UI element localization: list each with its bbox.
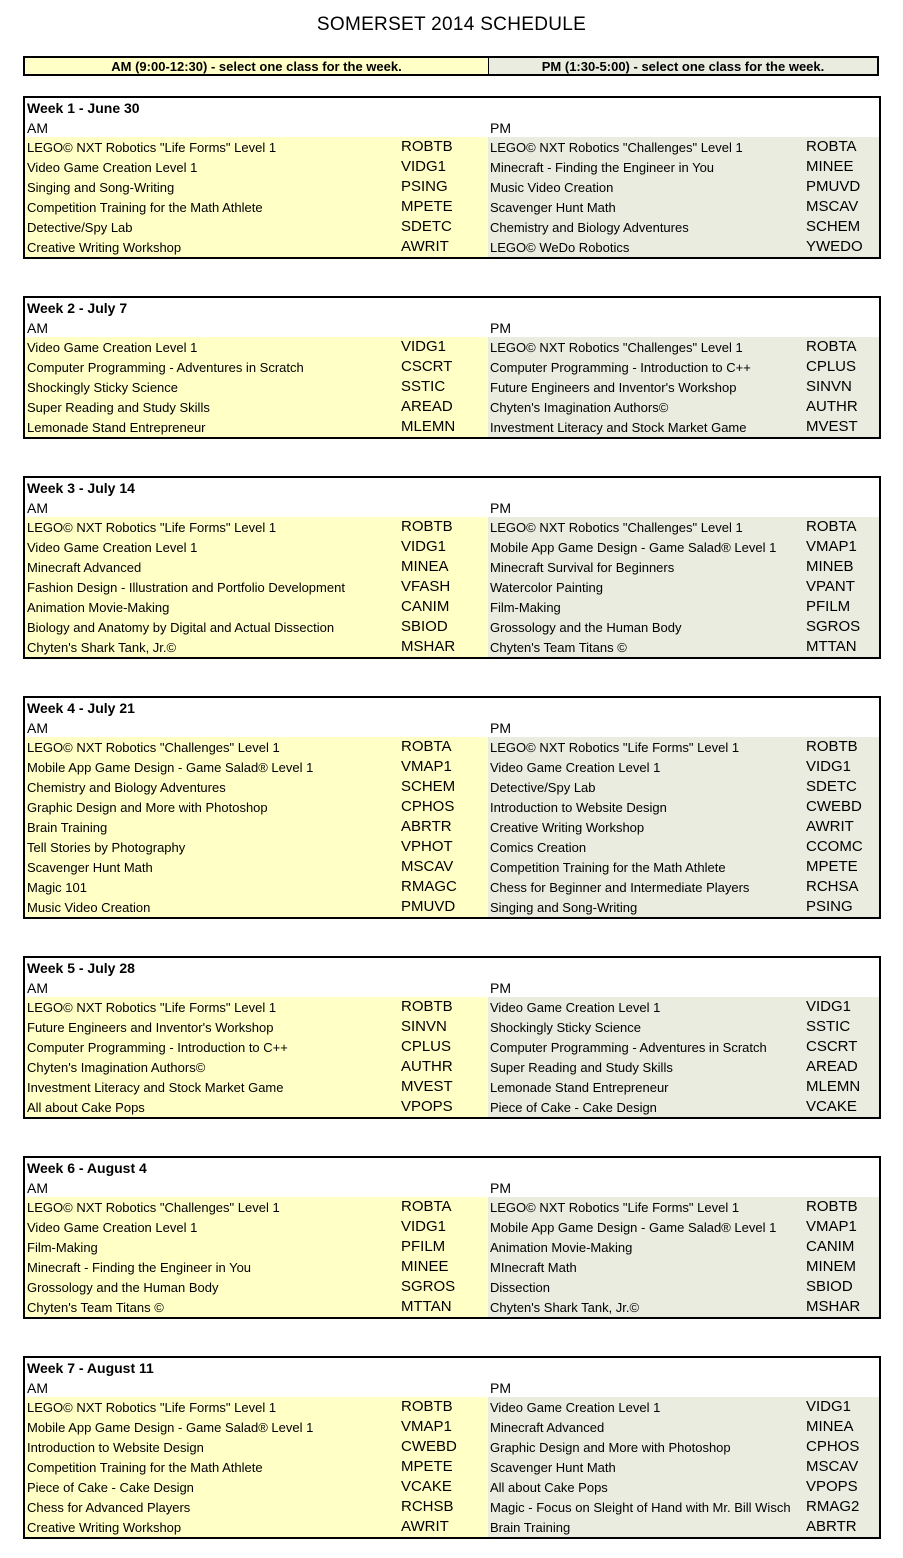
pm-class-code: RMAG2 [806, 1498, 860, 1515]
am-class-name: LEGO© NXT Robotics "Life Forms" Level 1 [27, 1400, 277, 1415]
pm-class-name: Chyten's Team Titans © [490, 640, 627, 655]
am-label: AM [27, 1380, 48, 1396]
am-class-code: CWEBD [401, 1438, 457, 1455]
pm-class-code: VMAP1 [806, 538, 857, 555]
week-title: Week 5 - July 28 [27, 960, 135, 976]
week-block [23, 296, 881, 439]
class-row [25, 397, 879, 417]
class-row [25, 617, 879, 637]
pm-class-code: MINEA [806, 1418, 854, 1435]
week-block [23, 476, 881, 659]
pm-class-code: CPHOS [806, 1438, 860, 1455]
pm-class-name: Chemistry and Biology Adventures [490, 220, 689, 235]
pm-class-code: ROBTA [806, 338, 857, 355]
pm-class-name: Computer Programming - Introduction to C++ [490, 360, 751, 375]
class-row [25, 1197, 879, 1217]
pm-class-name: Singing and Song-Writing [490, 900, 638, 915]
pm-class-code: CPLUS [806, 358, 857, 375]
am-class-code: SINVN [401, 1018, 447, 1035]
pm-class-code: CWEBD [806, 798, 862, 815]
am-class-name: Scavenger Hunt Math [27, 860, 153, 875]
class-row [25, 377, 879, 397]
class-row [25, 577, 879, 597]
pm-class-code: AWRIT [806, 818, 854, 835]
am-class-code: SSTIC [401, 378, 446, 395]
am-class-name: Fashion Design - Illustration and Portfolio Development [27, 580, 345, 595]
am-label: AM [27, 320, 48, 336]
pm-class-name: Mobile App Game Design - Game Salad® Level 1 [490, 1220, 777, 1235]
class-row [25, 777, 879, 797]
pm-class-code: VCAKE [806, 1098, 857, 1115]
pm-class-name: Chyten's Shark Tank, Jr.© [490, 1300, 640, 1315]
am-class-name: Lemonade Stand Entrepreneur [27, 420, 206, 435]
class-row [25, 737, 879, 757]
am-class-name: Video Game Creation Level 1 [27, 340, 198, 355]
class-row [25, 877, 879, 897]
am-class-name: LEGO© NXT Robotics "Life Forms" Level 1 [27, 520, 277, 535]
am-class-name: LEGO© NXT Robotics "Challenges" Level 1 [27, 740, 280, 755]
class-row [25, 897, 879, 917]
class-row [25, 997, 879, 1017]
class-row [25, 1277, 879, 1297]
am-class-name: LEGO© NXT Robotics "Challenges" Level 1 [27, 1200, 280, 1215]
am-class-code: VIDG1 [401, 538, 447, 555]
pm-class-name: Shockingly Sticky Science [490, 1020, 642, 1035]
am-class-name: Investment Literacy and Stock Market Game [27, 1080, 284, 1095]
class-row [25, 337, 879, 357]
pm-class-code: YWEDO [806, 238, 863, 255]
class-row [25, 517, 879, 537]
pm-class-code: SCHEM [806, 218, 861, 235]
am-class-name: LEGO© NXT Robotics "Life Forms" Level 1 [27, 140, 277, 155]
am-class-code: ROBTB [401, 998, 453, 1015]
class-row [25, 597, 879, 617]
pm-class-code: VIDG1 [806, 998, 852, 1015]
am-class-name: Film-Making [27, 1240, 98, 1255]
class-row [25, 417, 879, 437]
session-labels [25, 317, 879, 337]
am-class-code: VCAKE [401, 1478, 452, 1495]
week-block [23, 956, 881, 1119]
am-class-code: VIDG1 [401, 338, 447, 355]
pm-label: PM [490, 1380, 511, 1396]
am-class-code: AWRIT [401, 238, 449, 255]
pm-class-name: Film-Making [490, 600, 561, 615]
pm-class-name: Grossology and the Human Body [490, 620, 682, 635]
session-header [23, 56, 879, 76]
am-class-name: Chess for Advanced Players [27, 1500, 191, 1515]
pm-class-code: MSHAR [806, 1298, 861, 1315]
pm-label: PM [490, 120, 511, 136]
class-row [25, 1237, 879, 1257]
am-class-code: VIDG1 [401, 158, 447, 175]
pm-class-code: VPANT [806, 578, 855, 595]
am-class-name: Mobile App Game Design - Game Salad® Level 1 [27, 760, 314, 775]
am-class-name: Computer Programming - Adventures in Scratch [27, 360, 304, 375]
class-row [25, 1297, 879, 1317]
pm-class-name: Computer Programming - Adventures in Scratch [490, 1040, 767, 1055]
class-row [25, 1497, 879, 1517]
am-class-code: MINEE [401, 1258, 449, 1275]
pm-class-code: ROBTB [806, 1198, 858, 1215]
class-row [25, 557, 879, 577]
am-class-code: ROBTB [401, 518, 453, 535]
pm-class-name: Investment Literacy and Stock Market Game [490, 420, 747, 435]
pm-class-name: Video Game Creation Level 1 [490, 760, 661, 775]
pm-class-name: Chess for Beginner and Intermediate Players [490, 880, 750, 895]
am-class-name: Grossology and the Human Body [27, 1280, 219, 1295]
am-class-name: Chemistry and Biology Adventures [27, 780, 226, 795]
am-class-code: MSCAV [401, 858, 454, 875]
pm-class-code: AUTHR [806, 398, 858, 415]
pm-class-code: VIDG1 [806, 758, 852, 775]
am-class-name: LEGO© NXT Robotics "Life Forms" Level 1 [27, 1000, 277, 1015]
class-row [25, 1217, 879, 1237]
pm-class-name: Detective/Spy Lab [490, 780, 596, 795]
am-class-name: Minecraft - Finding the Engineer in You [27, 1260, 252, 1275]
class-row [25, 237, 879, 257]
am-label: AM [27, 120, 48, 136]
class-row [25, 1257, 879, 1277]
pm-label: PM [490, 980, 511, 996]
pm-label: PM [490, 500, 511, 516]
am-class-code: CPHOS [401, 798, 455, 815]
am-class-name: Graphic Design and More with Photoshop [27, 800, 268, 815]
class-row [25, 1057, 879, 1077]
am-class-name: Minecraft Advanced [27, 560, 142, 575]
am-class-name: Computer Programming - Introduction to C++ [27, 1040, 288, 1055]
am-class-code: PMUVD [401, 898, 456, 915]
am-label: AM [27, 500, 48, 516]
week-block [23, 1156, 881, 1319]
am-class-code: PFILM [401, 1238, 446, 1255]
am-class-code: VFASH [401, 578, 451, 595]
am-class-name: Tell Stories by Photography [27, 840, 186, 855]
am-class-code: SDETC [401, 218, 452, 235]
am-class-code: VPOPS [401, 1098, 453, 1115]
pm-class-code: MINEB [806, 558, 854, 575]
pm-class-name: Lemonade Stand Entrepreneur [490, 1080, 669, 1095]
am-class-name: Video Game Creation Level 1 [27, 540, 198, 555]
am-class-name: Singing and Song-Writing [27, 180, 175, 195]
week-title: Week 6 - August 4 [27, 1160, 147, 1176]
pm-session-header: PM (1:30-5:00) - select one class for the week. [489, 58, 877, 74]
pm-class-code: ROBTA [806, 138, 857, 155]
am-class-name: Chyten's Shark Tank, Jr.© [27, 640, 177, 655]
pm-class-code: PSING [806, 898, 853, 915]
class-row [25, 157, 879, 177]
week-block [23, 96, 881, 259]
pm-class-name: Creative Writing Workshop [490, 820, 645, 835]
am-class-name: Chyten's Team Titans © [27, 1300, 164, 1315]
session-labels [25, 1377, 879, 1397]
pm-class-name: Watercolor Painting [490, 580, 603, 595]
am-class-name: Magic 101 [27, 880, 87, 895]
pm-class-code: MLEMN [806, 1078, 861, 1095]
am-class-name: Chyten's Imagination Authors© [27, 1060, 206, 1075]
week-title: Week 4 - July 21 [27, 700, 135, 716]
am-class-name: Super Reading and Study Skills [27, 400, 210, 415]
am-class-code: CSCRT [401, 358, 453, 375]
pm-class-code: CANIM [806, 1238, 855, 1255]
am-class-code: ROBTB [401, 1398, 453, 1415]
pm-class-name: Music Video Creation [490, 180, 614, 195]
am-class-code: MINEA [401, 558, 449, 575]
class-row [25, 1397, 879, 1417]
pm-class-name: Brain Training [490, 1520, 571, 1535]
pm-class-name: MInecraft Math [490, 1260, 577, 1275]
pm-class-name: LEGO© NXT Robotics "Challenges" Level 1 [490, 340, 743, 355]
am-class-code: MTTAN [401, 1298, 452, 1315]
am-class-code: ROBTA [401, 738, 452, 755]
pm-class-name: Scavenger Hunt Math [490, 200, 616, 215]
am-label: AM [27, 720, 48, 736]
am-class-name: Piece of Cake - Cake Design [27, 1480, 194, 1495]
pm-class-name: LEGO© WeDo Robotics [490, 240, 630, 255]
am-class-code: AREAD [401, 398, 453, 415]
pm-class-name: Animation Movie-Making [490, 1240, 633, 1255]
pm-class-name: LEGO© NXT Robotics "Life Forms" Level 1 [490, 1200, 740, 1215]
pm-class-name: Future Engineers and Inventor's Workshop [490, 380, 737, 395]
am-class-name: Introduction to Website Design [27, 1440, 204, 1455]
session-labels [25, 1177, 879, 1197]
am-class-name: Mobile App Game Design - Game Salad® Level 1 [27, 1420, 314, 1435]
session-labels [25, 977, 879, 997]
pm-class-code: CCOMC [806, 838, 863, 855]
am-class-code: SBIOD [401, 618, 448, 635]
class-row [25, 1097, 879, 1117]
week-block [23, 696, 881, 919]
pm-class-name: Minecraft - Finding the Engineer in You [490, 160, 715, 175]
am-class-code: PSING [401, 178, 448, 195]
class-row [25, 637, 879, 657]
class-row [25, 817, 879, 837]
am-class-name: Biology and Anatomy by Digital and Actual Dissection [27, 620, 335, 635]
pm-class-name: Comics Creation [490, 840, 587, 855]
am-class-code: MLEMN [401, 418, 456, 435]
pm-class-code: PFILM [806, 598, 851, 615]
week-block [23, 1356, 881, 1539]
pm-class-name: Competition Training for the Math Athlete [490, 860, 726, 875]
pm-class-code: SGROS [806, 618, 861, 635]
am-class-code: RMAGC [401, 878, 457, 895]
pm-class-code: ABRTR [806, 1518, 857, 1535]
class-row [25, 1017, 879, 1037]
pm-class-code: SDETC [806, 778, 857, 795]
am-class-code: CPLUS [401, 1038, 452, 1055]
pm-class-code: VPOPS [806, 1478, 858, 1495]
pm-class-name: Mobile App Game Design - Game Salad® Level 1 [490, 540, 777, 555]
pm-class-code: VMAP1 [806, 1218, 857, 1235]
am-class-name: All about Cake Pops [27, 1100, 145, 1115]
pm-class-name: Dissection [490, 1280, 550, 1295]
pm-class-name: Minecraft Survival for Beginners [490, 560, 675, 575]
class-row [25, 837, 879, 857]
am-class-code: SCHEM [401, 778, 456, 795]
am-class-code: VIDG1 [401, 1218, 447, 1235]
page-title: SOMERSET 2014 SCHEDULE [316, 14, 587, 35]
am-class-name: Animation Movie-Making [27, 600, 170, 615]
am-class-name: Future Engineers and Inventor's Workshop [27, 1020, 274, 1035]
am-class-code: SGROS [401, 1278, 456, 1295]
class-row [25, 1037, 879, 1057]
pm-class-code: MINEE [806, 158, 854, 175]
am-class-code: ROBTA [401, 1198, 452, 1215]
session-labels [25, 497, 879, 517]
am-session-header: AM (9:00-12:30) - select one class for the week. [25, 58, 489, 74]
am-class-code: MVEST [401, 1078, 453, 1095]
pm-class-code: ROBTB [806, 738, 858, 755]
class-row [25, 537, 879, 557]
am-class-name: Competition Training for the Math Athlete [27, 200, 263, 215]
am-class-code: AUTHR [401, 1058, 453, 1075]
pm-label: PM [490, 720, 511, 736]
am-class-code: VMAP1 [401, 1418, 452, 1435]
am-class-name: Shockingly Sticky Science [27, 380, 179, 395]
class-row [25, 1517, 879, 1537]
pm-class-name: Minecraft Advanced [490, 1420, 605, 1435]
pm-class-name: LEGO© NXT Robotics "Challenges" Level 1 [490, 140, 743, 155]
class-row [25, 357, 879, 377]
session-labels [25, 117, 879, 137]
pm-class-name: LEGO© NXT Robotics "Challenges" Level 1 [490, 520, 743, 535]
week-title: Week 7 - August 11 [27, 1360, 154, 1376]
pm-class-name: Scavenger Hunt Math [490, 1460, 616, 1475]
class-row [25, 757, 879, 777]
am-class-name: Competition Training for the Math Athlete [27, 1460, 263, 1475]
am-class-name: Creative Writing Workshop [27, 240, 182, 255]
am-class-name: Video Game Creation Level 1 [27, 1220, 198, 1235]
week-title: Week 1 - June 30 [27, 100, 140, 116]
pm-class-code: MSCAV [806, 198, 859, 215]
am-class-name: Brain Training [27, 820, 108, 835]
am-label: AM [27, 980, 48, 996]
am-class-code: CANIM [401, 598, 450, 615]
pm-class-code: RCHSA [806, 878, 859, 895]
pm-class-name: Video Game Creation Level 1 [490, 1000, 661, 1015]
pm-label: PM [490, 320, 511, 336]
class-row [25, 197, 879, 217]
am-class-code: MPETE [401, 1458, 453, 1475]
class-row [25, 1477, 879, 1497]
class-row [25, 137, 879, 157]
class-row [25, 1437, 879, 1457]
am-class-code: AWRIT [401, 1518, 449, 1535]
pm-class-code: SINVN [806, 378, 852, 395]
am-class-name: Music Video Creation [27, 900, 151, 915]
am-class-code: RCHSB [401, 1498, 454, 1515]
class-row [25, 797, 879, 817]
am-class-code: MSHAR [401, 638, 456, 655]
am-class-code: ABRTR [401, 818, 452, 835]
pm-class-code: MPETE [806, 858, 858, 875]
week-title: Week 3 - July 14 [27, 480, 135, 496]
class-row [25, 1417, 879, 1437]
pm-class-name: Magic - Focus on Sleight of Hand with Mr. Bill Wisch [490, 1500, 791, 1515]
am-class-name: Video Game Creation Level 1 [27, 160, 198, 175]
pm-class-code: MINEM [806, 1258, 856, 1275]
pm-class-name: Video Game Creation Level 1 [490, 1400, 661, 1415]
pm-class-code: SBIOD [806, 1278, 853, 1295]
am-class-name: Detective/Spy Lab [27, 220, 133, 235]
pm-class-code: CSCRT [806, 1038, 858, 1055]
pm-class-code: AREAD [806, 1058, 858, 1075]
am-class-code: ROBTB [401, 138, 453, 155]
am-label: AM [27, 1180, 48, 1196]
pm-class-code: PMUVD [806, 178, 861, 195]
pm-class-code: MVEST [806, 418, 858, 435]
pm-class-name: Chyten's Imagination Authors© [490, 400, 669, 415]
pm-class-code: VIDG1 [806, 1398, 852, 1415]
am-class-name: Creative Writing Workshop [27, 1520, 182, 1535]
pm-class-name: Graphic Design and More with Photoshop [490, 1440, 731, 1455]
pm-class-name: Piece of Cake - Cake Design [490, 1100, 657, 1115]
session-labels [25, 717, 879, 737]
pm-class-code: ROBTA [806, 518, 857, 535]
pm-class-name: Introduction to Website Design [490, 800, 667, 815]
am-class-code: VMAP1 [401, 758, 452, 775]
pm-class-code: MSCAV [806, 1458, 859, 1475]
am-class-code: MPETE [401, 198, 453, 215]
class-row [25, 1077, 879, 1097]
class-row [25, 217, 879, 237]
am-class-code: VPHOT [401, 838, 453, 855]
pm-class-code: SSTIC [806, 1018, 851, 1035]
pm-class-code: MTTAN [806, 638, 857, 655]
class-row [25, 177, 879, 197]
pm-class-name: Super Reading and Study Skills [490, 1060, 673, 1075]
class-row [25, 1457, 879, 1477]
pm-class-name: LEGO© NXT Robotics "Life Forms" Level 1 [490, 740, 740, 755]
pm-class-name: All about Cake Pops [490, 1480, 608, 1495]
pm-label: PM [490, 1180, 511, 1196]
class-row [25, 857, 879, 877]
week-title: Week 2 - July 7 [27, 300, 128, 316]
